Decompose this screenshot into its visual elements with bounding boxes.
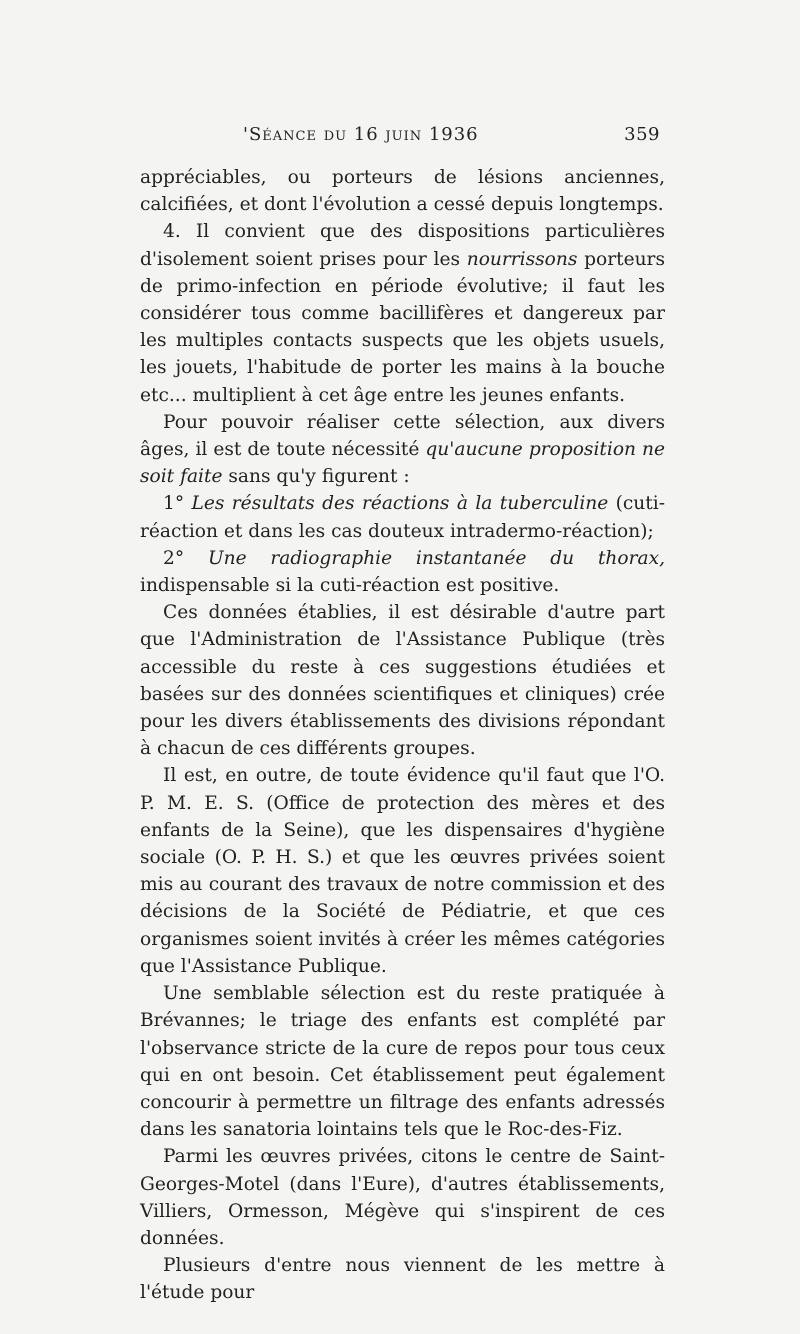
paragraph-3-text-c: sans qu'y figurent :	[222, 466, 410, 488]
paragraph-5-number: 2°	[163, 547, 208, 569]
paragraph-4	[140, 490, 665, 544]
paragraph-4-text-c: (cuti-réaction et dans les cas douteux intradermo-réaction);	[140, 493, 665, 542]
paragraph-2-text-a: 4. Il convient que des dispositions particulières d'isolement soient prises pour les	[140, 221, 665, 270]
paragraph-10: Plusieurs d'entre nous viennent de les mettre à l'étude pour	[140, 1255, 665, 1304]
body-text	[140, 164, 665, 1307]
paragraph-3-text-a: Pour pouvoir réaliser cette sélection, aux divers âges, il est de toute nécessité	[140, 411, 665, 461]
paragraph-2-italic: nourrissons	[466, 248, 578, 270]
paragraph-8: Une semblable sélection est du reste pratiquée à Brévannes; le triage des enfants est complété par l'observance stricte de la cure de repos pour tous ceux qui en ont besoin. Cet établissement peut également concourir à permettre un filtrage des enfants adressés dans les sanatoria lointains tels que le Roc-des-Fiz.	[140, 983, 665, 1141]
paragraph-4-number: 1°	[163, 493, 192, 515]
paragraph-2-text-c: porteurs de primo-infection en période évolutive; il faut les considérer tous comme bacillifères et dangereux par les multiples contacts suspects que les objets usuels, les jouets, l'habitude de porter les mains à la bouche etc... multiplient à cet âge entre les jeunes enfants.	[140, 248, 665, 406]
paragraph-7: Il est, en outre, de toute évidence qu'il faut que l'O. P. M. E. S. (Office de protection des mères et des enfants de la Seine), que les dispensaires d'hygiène sociale (O. P. H. S.) et que les œuvres privées soient mis au courant des travaux de notre commission et des décisions de la Société de Pédiatrie, et que ces organismes soient invités à créer les mêmes catégories que l'Assistance Publique.	[140, 765, 665, 977]
paragraph-5-text-c: indispensable si la cuti-réaction est positive.	[140, 575, 560, 597]
page-number: 359	[624, 124, 660, 145]
paragraph-3	[140, 409, 665, 491]
header-title: 'Séance du 16 juin 1936	[243, 124, 479, 145]
paragraph-3-italic: qu'aucune proposition ne soit faite	[140, 439, 665, 488]
paragraph-9: Parmi les œuvres privées, citons le centre de Saint-Georges-Motel (dans l'Eure), d'autres établissements, Villiers, Ormesson, Mégève qui s'inspirent de ces données.	[140, 1146, 665, 1249]
paragraph-5-italic: Une radiographie instantanée du thorax,	[207, 547, 665, 569]
paragraph-1: appréciables, ou porteurs de lésions anciennes, calcifiées, et dont l'évolution a cessé depuis longtemps.	[140, 167, 665, 216]
paragraph-5	[140, 545, 665, 599]
paragraph-4-italic: Les résultats des réactions à la tuberculine	[191, 493, 609, 515]
paragraph-2	[140, 218, 665, 408]
paragraph-6: Ces données établies, il est désirable d'autre part que l'Administration de l'Assistance Publique (très accessible du reste à ces suggestions étudiées et basées sur des données scientifiques et cliniques) crée pour les divers établissements des divisions répondant à chacun de ces différents groupes.	[140, 602, 665, 760]
